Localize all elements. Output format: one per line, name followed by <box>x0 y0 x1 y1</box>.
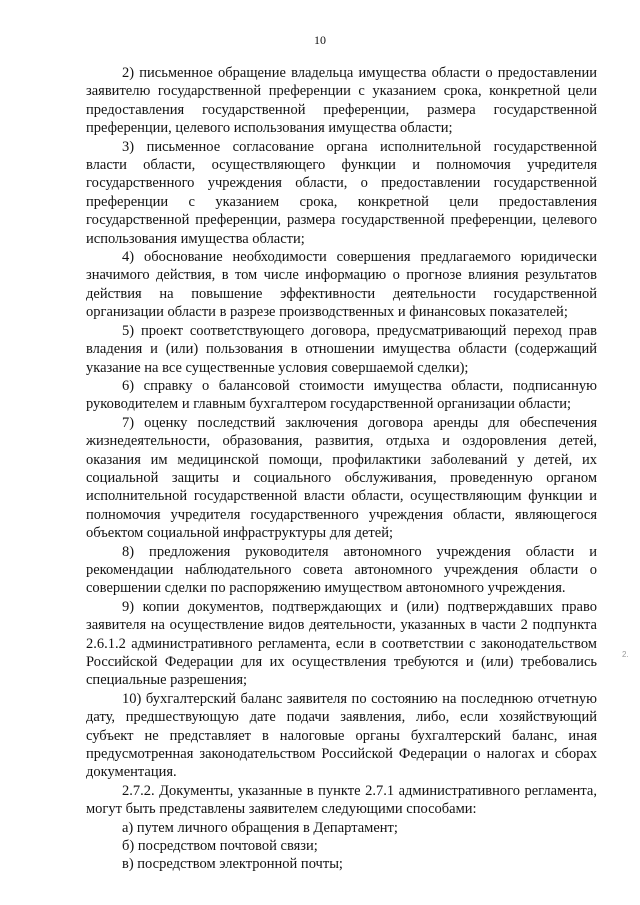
paragraph-item-4: 4) обоснование необходимости совершения предлагаемого юридически значимого действия, в том числе информацию о прогнозе влияния результатов действия на повышение эффективности деятельности государственной организации области в разрезе производственных и финансовых показателей; <box>86 249 597 321</box>
paragraph-section-2-7-2: 2.7.2. Документы, указанные в пункте 2.7.1 административного регламента, могут быть представлены заявителем следующими способами: <box>86 782 597 818</box>
paragraph-item-8: 8) предложения руководителя автономного учреждения области и рекомендации наблюдательного совета автономного учреждения области о совершении сделки по распоряжению имуществом автономного учреждения. <box>86 543 597 597</box>
paragraph-method-b: б) посредством почтовой связи; <box>122 838 318 855</box>
paragraph-item-10: 10) бухгалтерский баланс заявителя по состоянию на последнюю отчетную дату, предшествующую дате подачи заявления, либо, если хозяйствующий субъект не представляет в налоговые органы бухгалтерский баланс, иная предусмотренная законодательством Российской Федерации о налогах и сборах документация. <box>86 690 597 781</box>
paragraph-item-2: 2) письменное обращение владельца имущества области о предоставлении заявителю государственной преференции с указанием срока, конкретной цели предоставления государственной преференции, размера государственной преференции, целевого использования имущества области; <box>86 65 597 137</box>
paragraph-method-c: в) посредством электронной почты; <box>122 856 343 873</box>
paragraph-item-9: 9) копии документов, подтверждающих и (или) подтверждавших право заявителя на осуществление видов деятельности, указанных в части 2 подпункта 2.6.1.2 административного регламента, если в соответствии с законодательством Российской Федерации для их осуществления требуются и (или) требовались специальные разрешения; <box>86 598 597 689</box>
document-body <box>86 64 597 874</box>
paragraph-item-3: 3) письменное согласование органа исполнительной государственной власти области, осуществляющего функции и полномочия учредителя государственного учреждения области, о предоставлении государственной преференции с указанием срока, конкретной цели предоставления государственной преференции, размера государственной преференции, целевого использования имущества области; <box>86 138 597 247</box>
page-number: 10 <box>314 33 326 47</box>
paragraph-method-a: а) путем личного обращения в Департамент; <box>122 819 398 836</box>
paragraph-item-6: 6) справку о балансовой стоимости имущества области, подписанную руководителем и главным бухгалтером государственной организации области; <box>86 377 597 413</box>
margin-mark: 2. <box>622 650 629 659</box>
paragraph-item-5: 5) проект соответствующего договора, предусматривающий переход прав владения и (или) пользования в отношении имущества области (содержащий указание на все существенные условия совершаемой сделки); <box>86 322 597 376</box>
paragraph-item-7: 7) оценку последствий заключения договора аренды для обеспечения жизнедеятельности, образования, развития, отдыха и оздоровления детей, оказания им медицинской помощи, профилактики заболеваний у детей, их социальной защиты и социального обслуживания, проведенную органом исполнительной государственной власти области, осуществляющим функции и полномочия учредителя государственного учреждения области, являющегося объектом социальной инфраструктуры для детей; <box>86 414 597 542</box>
